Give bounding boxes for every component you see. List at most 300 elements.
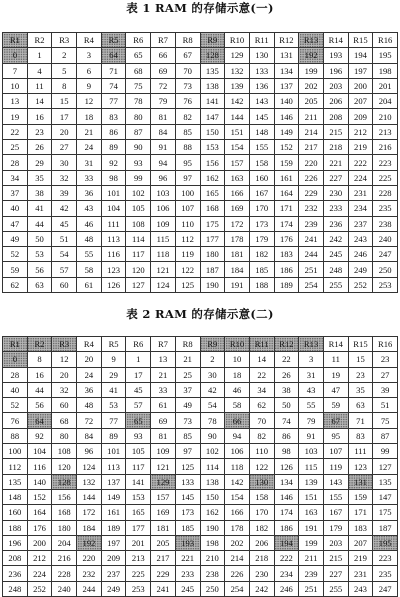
column-header: R3 xyxy=(52,337,77,352)
header-row xyxy=(3,33,398,48)
column-header: R11 xyxy=(249,337,274,352)
table-cell: 148 xyxy=(3,489,28,504)
table-cell: 56 xyxy=(27,262,52,277)
table-cell: 49 xyxy=(175,398,200,413)
table-cell: 112 xyxy=(3,459,28,474)
table-cell: 135 xyxy=(373,474,398,489)
table-cell: 46 xyxy=(225,382,250,397)
table-cell: 173 xyxy=(249,216,274,231)
table-cell: 39 xyxy=(52,185,77,200)
table-cell: 91 xyxy=(299,428,324,443)
table-cell: 68 xyxy=(126,63,151,78)
table-row xyxy=(3,170,398,185)
table-cell: 82 xyxy=(175,109,200,124)
table-cell: 86 xyxy=(274,428,299,443)
table-cell: 111 xyxy=(101,216,126,231)
table-cell: 92 xyxy=(101,155,126,170)
table-cell: 123 xyxy=(101,262,126,277)
table-cell: 248 xyxy=(323,262,348,277)
table-cell: 166 xyxy=(225,185,250,200)
table-cell: 188 xyxy=(3,520,28,535)
table-cell: 197 xyxy=(348,63,373,78)
table-cell: 239 xyxy=(299,216,324,231)
table-cell: 100 xyxy=(3,444,28,459)
table-cell: 49 xyxy=(3,231,28,246)
table-cell: 27 xyxy=(373,367,398,382)
table-cell: 196 xyxy=(3,535,28,550)
table-cell: 66 xyxy=(151,48,176,63)
table-cell: 0 xyxy=(3,48,28,63)
table-cell: 175 xyxy=(373,505,398,520)
table-cell: 71 xyxy=(348,413,373,428)
table-cell: 101 xyxy=(101,444,126,459)
table-cell: 85 xyxy=(175,124,200,139)
table-cell: 17 xyxy=(126,367,151,382)
table-cell: 38 xyxy=(27,185,52,200)
table-cell: 127 xyxy=(126,277,151,292)
table-cell: 14 xyxy=(27,94,52,109)
table-cell: 146 xyxy=(274,489,299,504)
table-cell: 179 xyxy=(323,520,348,535)
table-cell: 119 xyxy=(175,247,200,262)
table-row xyxy=(3,367,398,382)
table-cell: 220 xyxy=(299,155,324,170)
table-cell: 190 xyxy=(200,520,225,535)
table-cell: 65 xyxy=(126,413,151,428)
table-cell: 163 xyxy=(299,505,324,520)
table-row xyxy=(3,520,398,535)
table-cell: 89 xyxy=(101,140,126,155)
table-cell: 18 xyxy=(77,109,102,124)
table-cell: 1 xyxy=(126,352,151,367)
table-cell: 39 xyxy=(373,382,398,397)
table-cell: 110 xyxy=(175,216,200,231)
table-cell: 187 xyxy=(200,262,225,277)
table-cell: 43 xyxy=(77,201,102,216)
column-header: R5 xyxy=(101,337,126,352)
table-cell: 190 xyxy=(200,277,225,292)
table-cell: 82 xyxy=(249,428,274,443)
table-cell: 90 xyxy=(200,428,225,443)
table-cell: 151 xyxy=(299,489,324,504)
table-cell: 60 xyxy=(52,277,77,292)
table-cell: 144 xyxy=(225,109,250,124)
table-cell: 237 xyxy=(348,216,373,231)
table-cell: 37 xyxy=(175,382,200,397)
table-cell: 138 xyxy=(200,474,225,489)
table-cell: 204 xyxy=(52,535,77,550)
table-cell: 148 xyxy=(249,124,274,139)
table-cell: 171 xyxy=(274,201,299,216)
table-cell: 189 xyxy=(274,277,299,292)
table-cell: 184 xyxy=(77,520,102,535)
table-cell: 50 xyxy=(274,398,299,413)
table-cell: 36 xyxy=(77,382,102,397)
table-cell: 120 xyxy=(52,459,77,474)
table-cell: 55 xyxy=(299,398,324,413)
table-cell: 80 xyxy=(52,428,77,443)
table-cell: 12 xyxy=(77,94,102,109)
table-cell: 255 xyxy=(323,277,348,292)
table-cell: 241 xyxy=(299,231,324,246)
table-row xyxy=(3,382,398,397)
table-cell: 67 xyxy=(175,48,200,63)
table-cell: 154 xyxy=(225,489,250,504)
table-row xyxy=(3,566,398,581)
table-cell: 228 xyxy=(373,185,398,200)
table-cell: 202 xyxy=(225,535,250,550)
table-cell: 19 xyxy=(323,367,348,382)
table-cell: 170 xyxy=(249,505,274,520)
table-cell: 235 xyxy=(373,566,398,581)
table-cell: 255 xyxy=(323,581,348,596)
table-cell: 116 xyxy=(101,247,126,262)
table-cell: 154 xyxy=(225,140,250,155)
table-cell: 57 xyxy=(126,398,151,413)
table-cell: 44 xyxy=(27,216,52,231)
table-cell: 119 xyxy=(323,459,348,474)
table-cell: 240 xyxy=(52,581,77,596)
table-cell: 137 xyxy=(274,78,299,93)
table-cell: 94 xyxy=(151,155,176,170)
table-cell: 21 xyxy=(77,124,102,139)
table-cell: 91 xyxy=(151,140,176,155)
table-cell: 230 xyxy=(323,185,348,200)
table-cell: 63 xyxy=(27,277,52,292)
table-cell: 177 xyxy=(126,520,151,535)
table-cell: 203 xyxy=(323,535,348,550)
table-cell: 251 xyxy=(299,581,324,596)
column-header: R11 xyxy=(249,33,274,48)
table-cell: 225 xyxy=(126,566,151,581)
table-cell: 87 xyxy=(373,428,398,443)
table-cell: 222 xyxy=(274,551,299,566)
table-cell: 30 xyxy=(200,367,225,382)
table-cell: 75 xyxy=(126,78,151,93)
table-cell: 59 xyxy=(323,398,348,413)
table-cell: 114 xyxy=(200,459,225,474)
table-cell: 47 xyxy=(3,216,28,231)
table-cell: 159 xyxy=(348,489,373,504)
table-cell: 206 xyxy=(323,94,348,109)
table-cell: 176 xyxy=(27,520,52,535)
table-row xyxy=(3,505,398,520)
table-cell: 8 xyxy=(52,78,77,93)
table-cell: 223 xyxy=(373,155,398,170)
table-cell: 53 xyxy=(27,247,52,262)
table-cell: 214 xyxy=(299,124,324,139)
table-cell: 156 xyxy=(52,489,77,504)
table-cell: 15 xyxy=(348,352,373,367)
table-cell: 189 xyxy=(101,520,126,535)
table-cell: 196 xyxy=(323,63,348,78)
table-cell: 18 xyxy=(225,367,250,382)
table-cell: 199 xyxy=(299,63,324,78)
table-cell: 19 xyxy=(3,109,28,124)
column-header: R10 xyxy=(225,337,250,352)
table-cell: 45 xyxy=(52,216,77,231)
table-cell: 228 xyxy=(52,566,77,581)
table-cell: 28 xyxy=(3,155,28,170)
table-cell: 250 xyxy=(200,581,225,596)
table-cell: 83 xyxy=(101,109,126,124)
table-cell: 194 xyxy=(274,535,299,550)
table-cell: 115 xyxy=(299,459,324,474)
table-cell: 64 xyxy=(101,48,126,63)
table-cell: 218 xyxy=(249,551,274,566)
table-cell: 112 xyxy=(175,231,200,246)
table-cell: 60 xyxy=(52,398,77,413)
table-cell: 98 xyxy=(101,170,126,185)
table-cell: 17 xyxy=(52,109,77,124)
table-cell: 11 xyxy=(27,78,52,93)
table-cell: 145 xyxy=(249,109,274,124)
table-cell: 243 xyxy=(348,231,373,246)
table-cell: 168 xyxy=(200,201,225,216)
ram-table-2 xyxy=(2,336,398,597)
table-cell: 84 xyxy=(77,428,102,443)
table-cell: 235 xyxy=(373,201,398,216)
table-cell: 95 xyxy=(175,155,200,170)
table-cell: 10 xyxy=(3,78,28,93)
table-cell: 167 xyxy=(249,185,274,200)
table-cell: 213 xyxy=(126,551,151,566)
table-cell: 202 xyxy=(299,78,324,93)
table-cell: 64 xyxy=(27,413,52,428)
table-cell: 103 xyxy=(151,185,176,200)
table-cell: 136 xyxy=(249,78,274,93)
table-cell: 186 xyxy=(274,520,299,535)
table-cell: 93 xyxy=(126,155,151,170)
table-cell: 209 xyxy=(101,551,126,566)
table-cell: 171 xyxy=(348,505,373,520)
table-row xyxy=(3,489,398,504)
table-cell: 240 xyxy=(373,231,398,246)
table-cell: 140 xyxy=(274,94,299,109)
table-cell: 74 xyxy=(274,413,299,428)
column-header: R9 xyxy=(200,337,225,352)
table-cell: 73 xyxy=(175,413,200,428)
table-cell: 246 xyxy=(274,581,299,596)
table-cell: 87 xyxy=(126,124,151,139)
table-cell: 111 xyxy=(348,444,373,459)
table-cell: 6 xyxy=(77,63,102,78)
table-cell: 33 xyxy=(151,382,176,397)
table-cell: 93 xyxy=(126,428,151,443)
table-cell: 252 xyxy=(27,581,52,596)
table-cell: 193 xyxy=(323,48,348,63)
table-cell: 217 xyxy=(151,551,176,566)
table-cell: 130 xyxy=(249,48,274,63)
table-cell: 158 xyxy=(249,489,274,504)
table-cell: 41 xyxy=(101,382,126,397)
table-cell: 113 xyxy=(101,459,126,474)
table-cell: 2 xyxy=(200,352,225,367)
table-cell: 155 xyxy=(249,140,274,155)
table-cell: 58 xyxy=(77,262,102,277)
table-cell: 249 xyxy=(101,581,126,596)
table-row xyxy=(3,185,398,200)
table-cell: 125 xyxy=(175,459,200,474)
table-cell: 3 xyxy=(77,48,102,63)
table-cell: 102 xyxy=(200,444,225,459)
table2-caption: 表 2 RAM 的存储示意(二) xyxy=(126,307,274,321)
column-header: R2 xyxy=(27,337,52,352)
table-cell: 83 xyxy=(348,428,373,443)
table-cell: 21 xyxy=(175,352,200,367)
table-cell: 89 xyxy=(101,428,126,443)
table-row xyxy=(3,216,398,231)
table-cell: 35 xyxy=(27,170,52,185)
table-row xyxy=(3,535,398,550)
column-header: R1 xyxy=(3,337,28,352)
column-header: R7 xyxy=(151,337,176,352)
table-cell: 61 xyxy=(151,398,176,413)
table-cell: 99 xyxy=(373,444,398,459)
table-cell: 149 xyxy=(101,489,126,504)
table-cell: 51 xyxy=(52,231,77,246)
table-cell: 113 xyxy=(101,231,126,246)
table-cell: 183 xyxy=(274,247,299,262)
column-header: R6 xyxy=(126,337,151,352)
table-cell: 1 xyxy=(27,48,52,63)
table-cell: 77 xyxy=(101,413,126,428)
table-cell: 70 xyxy=(249,413,274,428)
table-cell: 28 xyxy=(3,367,28,382)
table-cell: 194 xyxy=(348,48,373,63)
table-cell: 167 xyxy=(323,505,348,520)
table-cell: 69 xyxy=(151,413,176,428)
table-cell: 162 xyxy=(200,170,225,185)
table-row xyxy=(3,94,398,109)
table-cell: 205 xyxy=(151,535,176,550)
table-cell: 88 xyxy=(175,140,200,155)
table-cell: 158 xyxy=(249,155,274,170)
table-cell: 62 xyxy=(249,398,274,413)
table-cell: 105 xyxy=(126,444,151,459)
table-row xyxy=(3,231,398,246)
table-cell: 232 xyxy=(299,201,324,216)
table-cell: 177 xyxy=(200,231,225,246)
table-cell: 252 xyxy=(348,277,373,292)
table-row xyxy=(3,459,398,474)
table-cell: 180 xyxy=(200,247,225,262)
table-cell: 185 xyxy=(249,262,274,277)
table-cell: 48 xyxy=(77,231,102,246)
table-cell: 253 xyxy=(126,581,151,596)
column-header: R8 xyxy=(175,337,200,352)
table-cell: 232 xyxy=(77,566,102,581)
table-cell: 153 xyxy=(200,140,225,155)
table-cell: 193 xyxy=(175,535,200,550)
table-cell: 103 xyxy=(299,444,324,459)
table-cell: 29 xyxy=(101,367,126,382)
table-cell: 226 xyxy=(225,566,250,581)
table-cell: 84 xyxy=(151,124,176,139)
table-cell: 109 xyxy=(151,444,176,459)
table-cell: 198 xyxy=(373,63,398,78)
table-cell: 72 xyxy=(151,78,176,93)
table-cell: 70 xyxy=(175,63,200,78)
table-cell: 30 xyxy=(52,155,77,170)
table-cell: 234 xyxy=(274,566,299,581)
table-cell: 90 xyxy=(126,140,151,155)
table-cell: 178 xyxy=(225,231,250,246)
table-cell: 221 xyxy=(323,155,348,170)
table-cell: 197 xyxy=(101,535,126,550)
table-cell: 42 xyxy=(52,201,77,216)
table-cell: 162 xyxy=(200,505,225,520)
table-cell: 48 xyxy=(77,398,102,413)
table-cell: 97 xyxy=(175,170,200,185)
table-cell: 157 xyxy=(151,489,176,504)
table-cell: 22 xyxy=(274,352,299,367)
table-cell: 33 xyxy=(77,170,102,185)
table-cell: 216 xyxy=(373,140,398,155)
table-cell: 100 xyxy=(175,185,200,200)
table-cell: 0 xyxy=(3,352,28,367)
table-cell: 212 xyxy=(348,124,373,139)
table-cell: 230 xyxy=(249,566,274,581)
table-cell: 182 xyxy=(249,520,274,535)
ram-table-1 xyxy=(2,32,398,293)
table-cell: 207 xyxy=(348,535,373,550)
table-cell: 34 xyxy=(3,170,28,185)
table-cell: 160 xyxy=(3,505,28,520)
table-row xyxy=(3,428,398,443)
table-cell: 175 xyxy=(200,216,225,231)
table-cell: 88 xyxy=(3,428,28,443)
column-header: R4 xyxy=(77,337,102,352)
column-header: R8 xyxy=(175,33,200,48)
column-header: R5 xyxy=(101,33,126,48)
table-cell: 23 xyxy=(373,352,398,367)
table-cell: 134 xyxy=(274,474,299,489)
table-cell: 123 xyxy=(348,459,373,474)
table-cell: 164 xyxy=(27,505,52,520)
table-cell: 233 xyxy=(323,201,348,216)
table-cell: 76 xyxy=(3,413,28,428)
table-cell: 139 xyxy=(299,474,324,489)
table-cell: 153 xyxy=(126,489,151,504)
table-cell: 121 xyxy=(151,459,176,474)
table-cell: 106 xyxy=(151,201,176,216)
table-cell: 126 xyxy=(274,459,299,474)
table-cell: 172 xyxy=(225,216,250,231)
table-cell: 11 xyxy=(323,352,348,367)
table-row xyxy=(3,63,398,78)
table-cell: 251 xyxy=(299,262,324,277)
table-cell: 10 xyxy=(225,352,250,367)
table-cell: 248 xyxy=(3,581,28,596)
table-cell: 22 xyxy=(249,367,274,382)
table-cell: 143 xyxy=(323,474,348,489)
table-cell: 31 xyxy=(77,155,102,170)
table-cell: 53 xyxy=(101,398,126,413)
column-header: R14 xyxy=(323,33,348,48)
table-cell: 68 xyxy=(52,413,77,428)
table-row xyxy=(3,48,398,63)
table-cell: 223 xyxy=(373,551,398,566)
table-cell: 159 xyxy=(274,155,299,170)
table-cell: 92 xyxy=(27,428,52,443)
table-cell: 214 xyxy=(225,551,250,566)
table-cell: 222 xyxy=(348,155,373,170)
table-cell: 210 xyxy=(373,109,398,124)
table-cell: 128 xyxy=(200,48,225,63)
table-cell: 254 xyxy=(299,277,324,292)
table-cell: 184 xyxy=(225,262,250,277)
